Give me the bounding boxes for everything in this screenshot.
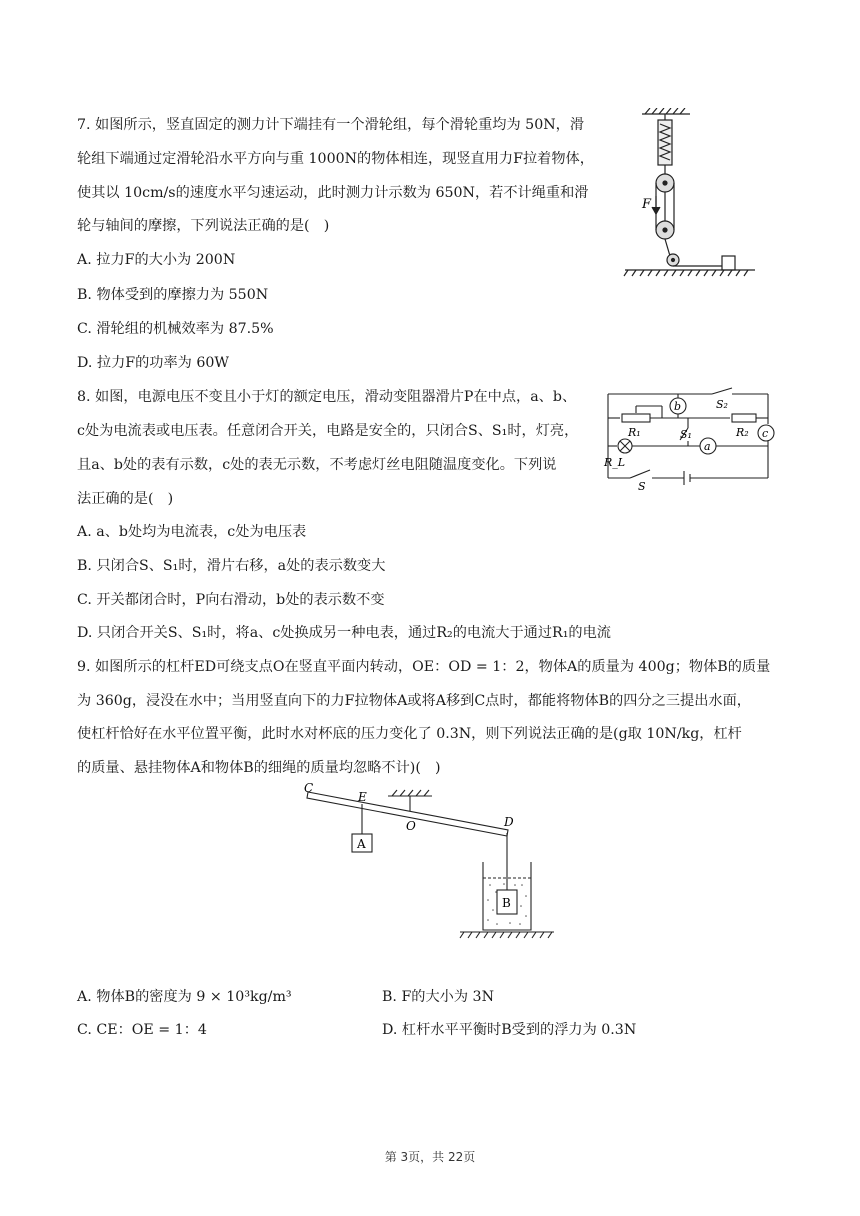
q7-stem-line-3: 使其以 10cm/s的速度水平匀速运动，此时测力计示数为 650N，若不计绳重和滑 [77, 185, 589, 201]
q7-option-b: B. 物体受到的摩擦力为 550N [77, 287, 269, 303]
q8-option-c: C. 开关都闭合时，P向右滑动，b处的表示数不变 [77, 592, 385, 608]
q9-stem-line-2: 为 360g，浸没在水中；当用竖直向下的力F拉物体A或将A移到C点时，都能将物体B的四分之三提出水面， [77, 693, 751, 709]
q8-label-c: c [762, 427, 769, 440]
q7-option-a: A. 拉力F的大小为 200N [77, 252, 236, 268]
q8-label-rl: R_L [604, 456, 626, 469]
q7-label-f: F [642, 197, 652, 212]
q7-stem-line-4: 轮与轴间的摩擦，下列说法正确的是( ) [77, 218, 330, 234]
q8-option-d: D. 只闭合开关S、S₁时，将a、c处换成另一种电表，通过R₂的电流大于通过R₁的电流 [77, 625, 611, 641]
q8-option-b: B. 只闭合S、S₁时，滑片右移，a处的表示数变大 [77, 558, 386, 574]
q9-lever-figure [300, 780, 560, 942]
q9-label-e: E [358, 790, 367, 804]
q8-stem-line-3: 且a、b处的表有示数，c处的表无示数，不考虑灯丝电阻随温度变化。下列说 [77, 457, 557, 473]
q7-option-c: C. 滑轮组的机械效率为 87.5% [77, 321, 274, 337]
q7-stem-line-2: 轮组下端通过定滑轮沿水平方向与重 1000N的物体相连，现竖直用力F拉着物体， [77, 151, 594, 167]
q9-option-a: A. 物体B的密度为 9 × 10³kg/m³ [77, 989, 292, 1005]
q9-label-c: C [304, 781, 314, 795]
q8-stem-line-4: 法正确的是( ) [77, 491, 174, 507]
q7-pulley-figure [620, 108, 760, 283]
q9-label-a: A [357, 837, 366, 851]
q8-label-r1: R₁ [628, 426, 641, 439]
q7-stem-line-1: 7. 如图所示，竖直固定的测力计下端挂有一个滑轮组，每个滑轮重均为 50N，滑 [77, 117, 585, 133]
q9-label-d: D [504, 815, 514, 829]
q9-stem-line-1: 9. 如图所示的杠杆ED可绕支点O在竖直平面内转动，OE：OD = 1：2，物体A的质量为 400g；物体B的质量 [77, 659, 771, 675]
q8-label-s2: S₂ [716, 398, 728, 411]
q8-label-b: b [674, 400, 682, 413]
q8-option-a: A. a、b处均为电流表，c处为电压表 [77, 524, 307, 540]
q9-option-b: B. F的大小为 3N [382, 989, 494, 1005]
q8-label-a: a [704, 440, 711, 453]
q9-label-b: B [502, 896, 511, 910]
q8-stem-line-1: 8. 如图，电源电压不变且小于灯的额定电压，滑动变阻器滑片P在中点，a、b、 [77, 389, 577, 405]
q8-circuit-figure [600, 386, 785, 496]
q9-stem-line-4: 的质量、悬挂物体A和物体B的细绳的质量均忽略不计)( ) [77, 760, 441, 776]
q8-stem-line-2: c处为电流表或电压表。任意闭合开关，电路是安全的，只闭合S、S₁时，灯亮， [77, 423, 579, 439]
q7-option-d: D. 拉力F的功率为 60W [77, 355, 230, 371]
page-footer: 第 3页，共 22页 [384, 1150, 476, 1164]
q8-label-s: S [638, 480, 646, 493]
q8-label-s1: S₁ [680, 428, 692, 441]
q8-label-r2: R₂ [736, 426, 749, 439]
q9-option-c: C. CE：OE = 1：4 [77, 1022, 207, 1038]
q9-label-o: O [406, 819, 416, 833]
q9-option-d: D. 杠杆水平平衡时B受到的浮力为 0.3N [382, 1022, 637, 1038]
q9-stem-line-3: 使杠杆恰好在水平位置平衡，此时水对杯底的压力变化了 0.3N，则下列说法正确的是(g取 10N/kg，杠杆 [77, 726, 742, 742]
